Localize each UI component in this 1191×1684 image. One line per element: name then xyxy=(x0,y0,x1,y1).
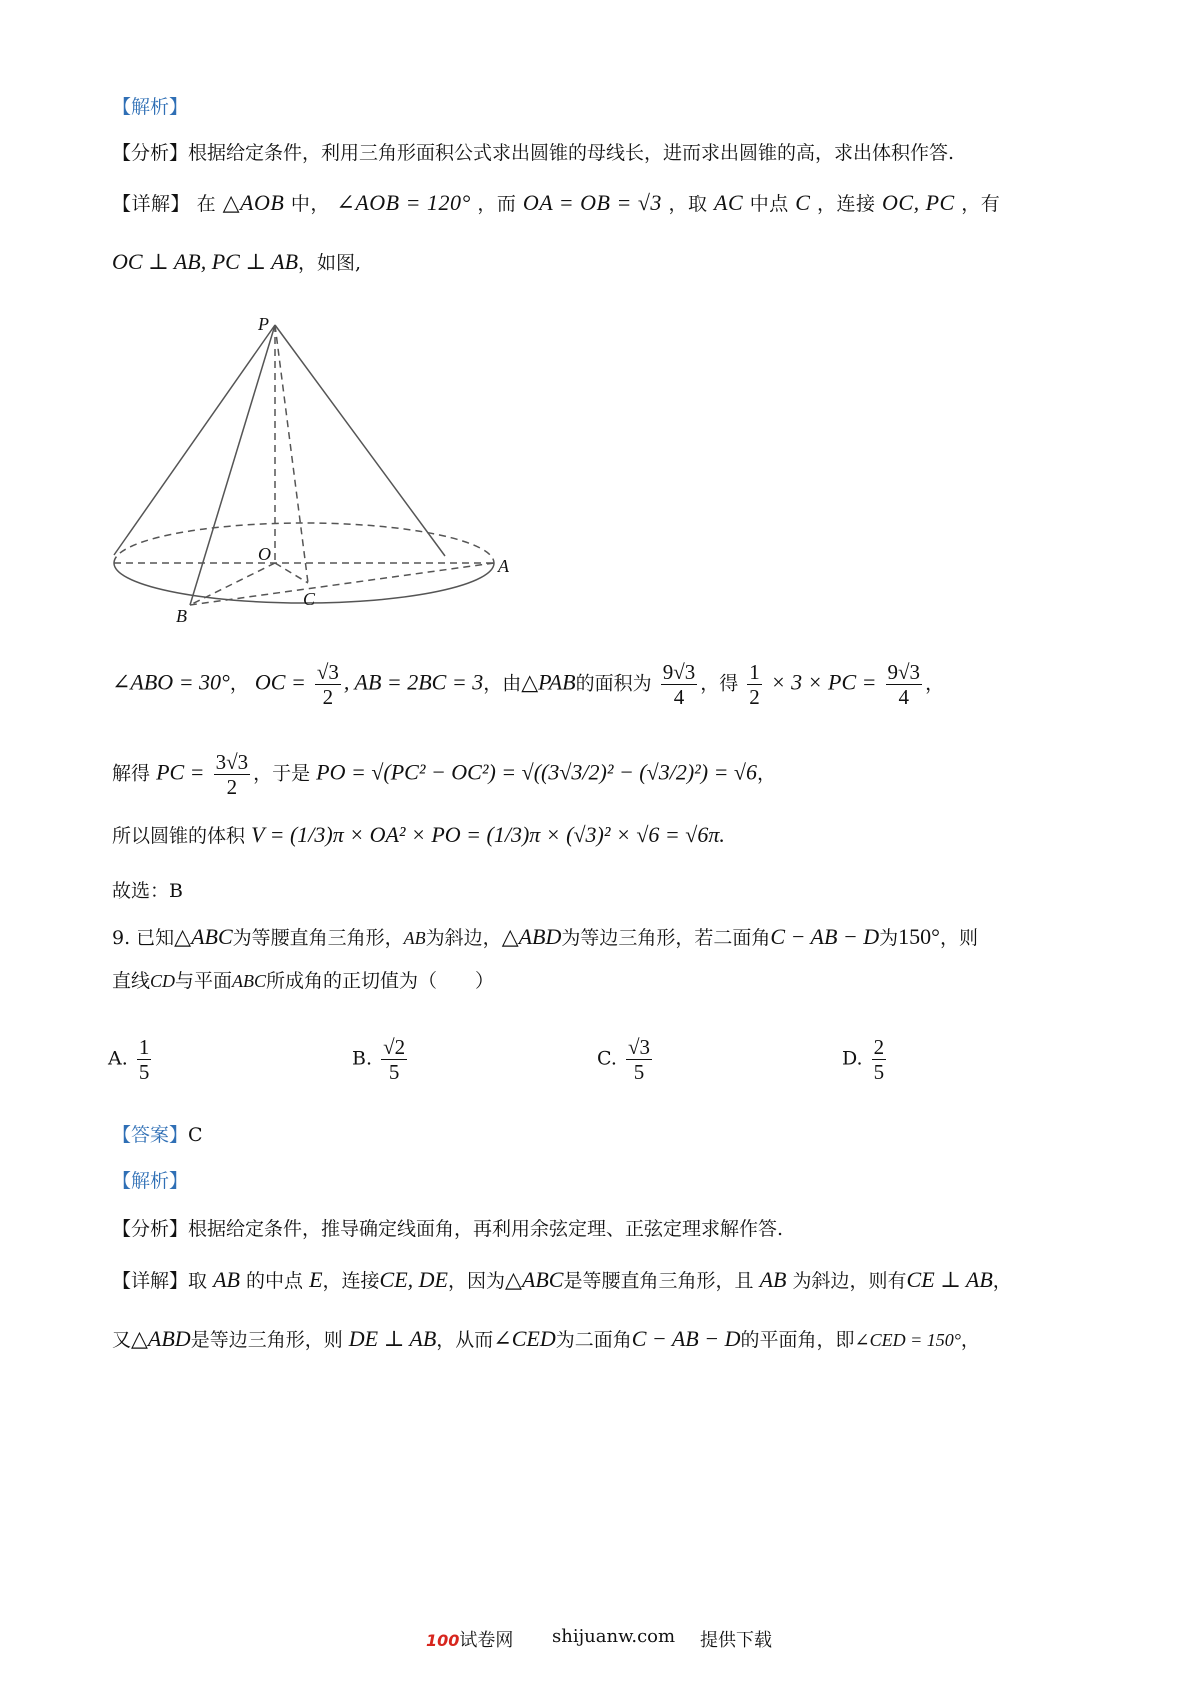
text: ，因为 xyxy=(448,1270,506,1292)
text: 为等边三角形，若二面角 xyxy=(561,927,771,949)
denominator: 2 xyxy=(226,775,238,800)
math-ab: AB xyxy=(759,1267,787,1292)
text: 解得 xyxy=(112,762,151,785)
detail-line-7 xyxy=(112,1324,980,1355)
math-po: PO = √(PC² − OC²) = √((3√3/2)² − (√3/2)²) = √6 xyxy=(316,759,757,785)
text: ， xyxy=(229,672,249,695)
detail-line-2 xyxy=(112,247,361,278)
math-dihedral: C − AB − D xyxy=(770,924,880,949)
text: ， xyxy=(960,1329,980,1351)
numerator: 3√3 xyxy=(215,750,249,774)
text: 为斜边，则有 xyxy=(792,1270,907,1292)
label-p: P xyxy=(258,314,269,334)
text: 中， xyxy=(290,193,330,215)
math-triangle-abc: △ABC xyxy=(505,1267,564,1292)
math-angle-aob: ∠AOB = 120° xyxy=(336,190,471,215)
text: 为斜边， xyxy=(425,927,502,949)
text: ，而 xyxy=(477,193,517,215)
analysis-summary-1 xyxy=(112,138,954,168)
denominator: 5 xyxy=(873,1060,885,1085)
math-oc-pc: OC, PC xyxy=(882,190,955,215)
question-9-line-2 xyxy=(112,966,494,996)
math-ce-de: CE, DE xyxy=(379,1267,448,1292)
detail-line-5 xyxy=(112,820,725,851)
math-pc: PC = xyxy=(156,759,205,785)
math-de-perp-ab: DE ⊥ AB xyxy=(348,1326,437,1351)
numerator: √3 xyxy=(316,660,339,684)
numerator: √2 xyxy=(383,1035,406,1059)
math-dihedral: C − AB − D xyxy=(631,1326,741,1351)
text: 为二面角 xyxy=(555,1329,632,1351)
math-expression: × 3 × PC = xyxy=(770,669,877,695)
question-9-line-1 xyxy=(112,922,978,953)
fraction-pc xyxy=(214,750,251,799)
numerator: 1 xyxy=(749,660,760,684)
footer-site-name: 试卷网 xyxy=(459,1630,514,1651)
segment-ab xyxy=(190,563,494,605)
denominator: 2 xyxy=(322,685,334,710)
label-o: O xyxy=(258,544,271,564)
math-angle-abo: ∠ABO = 30° xyxy=(112,669,230,695)
analysis-summary-2 xyxy=(112,1214,783,1244)
text: ，取 xyxy=(668,193,708,215)
option-c[interactable] xyxy=(597,1035,655,1084)
math-angle-value: ∠CED = 150° xyxy=(854,1330,961,1350)
answer-choice-line xyxy=(112,876,183,906)
numerator: 9√3 xyxy=(887,660,921,684)
text: 直线 xyxy=(112,970,151,992)
text: 故选：B xyxy=(112,880,183,902)
text: 在 xyxy=(196,193,217,215)
math-abc: ABC xyxy=(232,971,267,991)
math-triangle-pab: △PAB xyxy=(521,669,576,695)
option-b[interactable] xyxy=(352,1035,410,1084)
segment-ob xyxy=(190,563,275,605)
footer-download xyxy=(700,1626,772,1652)
math-ab: AB xyxy=(403,928,426,948)
numerator: 1 xyxy=(138,1035,150,1059)
text: ，由 xyxy=(483,672,522,695)
text: 取 xyxy=(188,1270,208,1292)
footer-logo xyxy=(426,1626,513,1652)
summary-text: 根据给定条件，推导确定线面角，再利用余弦定理、正弦定理求解作答. xyxy=(188,1218,784,1240)
text: ，则 xyxy=(939,927,978,949)
option-fraction xyxy=(626,1035,652,1084)
denominator: 2 xyxy=(749,685,760,710)
math-triangle-abd: △ABD xyxy=(501,924,562,949)
answer-value: C xyxy=(188,1124,203,1146)
section-label: 【解析】 xyxy=(112,1170,189,1192)
detail-line-4 xyxy=(112,750,776,799)
text: ，得 xyxy=(700,672,739,695)
option-key: D. xyxy=(842,1047,863,1070)
option-d[interactable] xyxy=(842,1035,889,1084)
segment-oc xyxy=(275,563,308,583)
detail-line-3 xyxy=(112,660,944,709)
math-ce-perp-ab: CE ⊥ AB xyxy=(906,1267,993,1292)
text: ，有 xyxy=(961,193,1001,215)
text: 的平面角，即 xyxy=(740,1329,855,1351)
denominator: 5 xyxy=(633,1060,645,1085)
analysis-heading-2 xyxy=(112,1166,188,1196)
math-ab: , AB = 2BC = 3 xyxy=(343,669,484,695)
detail-line-6 xyxy=(112,1265,1012,1296)
math-volume: V = (1/3)π × OA² × PO = (1/3)π × (√3)² × √6 = √6π. xyxy=(251,822,725,847)
section-label: 【分析】 xyxy=(112,1218,189,1240)
math-oa-ob: OA = OB = √3 xyxy=(522,190,662,215)
math-oc: OC = xyxy=(254,669,306,695)
option-fraction xyxy=(381,1035,407,1084)
label-b: B xyxy=(176,606,187,626)
math-c: C xyxy=(795,190,811,215)
option-key: B. xyxy=(352,1047,373,1070)
fraction-area xyxy=(661,660,698,709)
denominator: 5 xyxy=(138,1060,150,1085)
text: ， xyxy=(992,1270,1012,1292)
fraction-oc xyxy=(315,660,341,709)
numerator: √3 xyxy=(627,1035,650,1059)
math-ab: AB xyxy=(213,1267,240,1292)
text: ， xyxy=(925,672,945,695)
math-e: E xyxy=(309,1267,323,1292)
math-ac: AC xyxy=(714,190,744,215)
math-triangle-abc: △ABC xyxy=(174,924,233,949)
text: ，如图, xyxy=(298,252,362,274)
cone-figure xyxy=(100,314,509,626)
option-key: C. xyxy=(597,1047,617,1070)
denominator: 5 xyxy=(388,1060,400,1085)
text: 是等腰直角三角形，且 xyxy=(563,1270,754,1292)
section-label: 【答案】 xyxy=(112,1124,189,1146)
text: ，从而 xyxy=(436,1329,494,1351)
section-label: 【解析】 xyxy=(112,96,189,118)
denominator: 4 xyxy=(673,685,685,710)
text: ，连接 xyxy=(816,193,876,215)
logo-icon: 100 xyxy=(426,1631,460,1650)
fraction-half xyxy=(747,660,762,709)
footer-domain[interactable] xyxy=(552,1626,675,1647)
text: 的面积为 xyxy=(575,672,652,695)
label-a: A xyxy=(498,556,509,576)
text: 为等腰直角三角形， xyxy=(232,927,404,949)
text: 是等边三角形，则 xyxy=(190,1329,343,1351)
option-fraction xyxy=(872,1035,887,1084)
math-triangle-aob: △AOB xyxy=(222,190,285,215)
math-angle-ced: ∠CED xyxy=(493,1326,556,1351)
analysis-heading-1 xyxy=(112,92,188,122)
option-fraction xyxy=(137,1035,152,1084)
math-cd: CD xyxy=(150,971,176,991)
section-label: 【分析】 xyxy=(112,142,189,164)
text: 又 xyxy=(112,1329,132,1351)
text: ，于是 xyxy=(253,762,311,785)
text: 与平面 xyxy=(175,970,233,992)
question-number: 9. 已知 xyxy=(112,927,175,949)
section-label: 【详解】 xyxy=(112,1270,189,1292)
text: 的中点 xyxy=(246,1270,304,1292)
fraction-result xyxy=(886,660,923,709)
section-label: 【详解】 xyxy=(112,193,191,215)
numerator: 2 xyxy=(873,1035,885,1059)
text: 中点 xyxy=(749,193,789,215)
option-a[interactable] xyxy=(108,1035,154,1084)
footer-domain-link[interactable]: shijuanw.com xyxy=(552,1626,676,1647)
summary-text: 根据给定条件，利用三角形面积公式求出圆锥的母线长，进而求出圆锥的高，求出体积作答. xyxy=(188,142,955,164)
text: 所成角的正切值为（ ） xyxy=(266,970,495,992)
math-angle: 150° xyxy=(898,924,940,949)
label-c: C xyxy=(303,589,316,609)
detail-line-1 xyxy=(112,188,1000,219)
option-key: A. xyxy=(108,1047,128,1070)
text: ，连接 xyxy=(322,1270,380,1292)
generator-left xyxy=(114,325,275,555)
text: 所以圆锥的体积 xyxy=(112,825,246,847)
footer-download-text: 提供下载 xyxy=(700,1630,772,1651)
answer-line xyxy=(112,1120,203,1150)
denominator: 4 xyxy=(898,685,910,710)
math-triangle-abd: △ABD xyxy=(131,1326,191,1351)
math-perpendicular: OC ⊥ AB, PC ⊥ AB xyxy=(112,249,299,274)
numerator: 9√3 xyxy=(662,660,696,684)
text: 为 xyxy=(879,927,899,949)
text: ， xyxy=(757,762,777,785)
